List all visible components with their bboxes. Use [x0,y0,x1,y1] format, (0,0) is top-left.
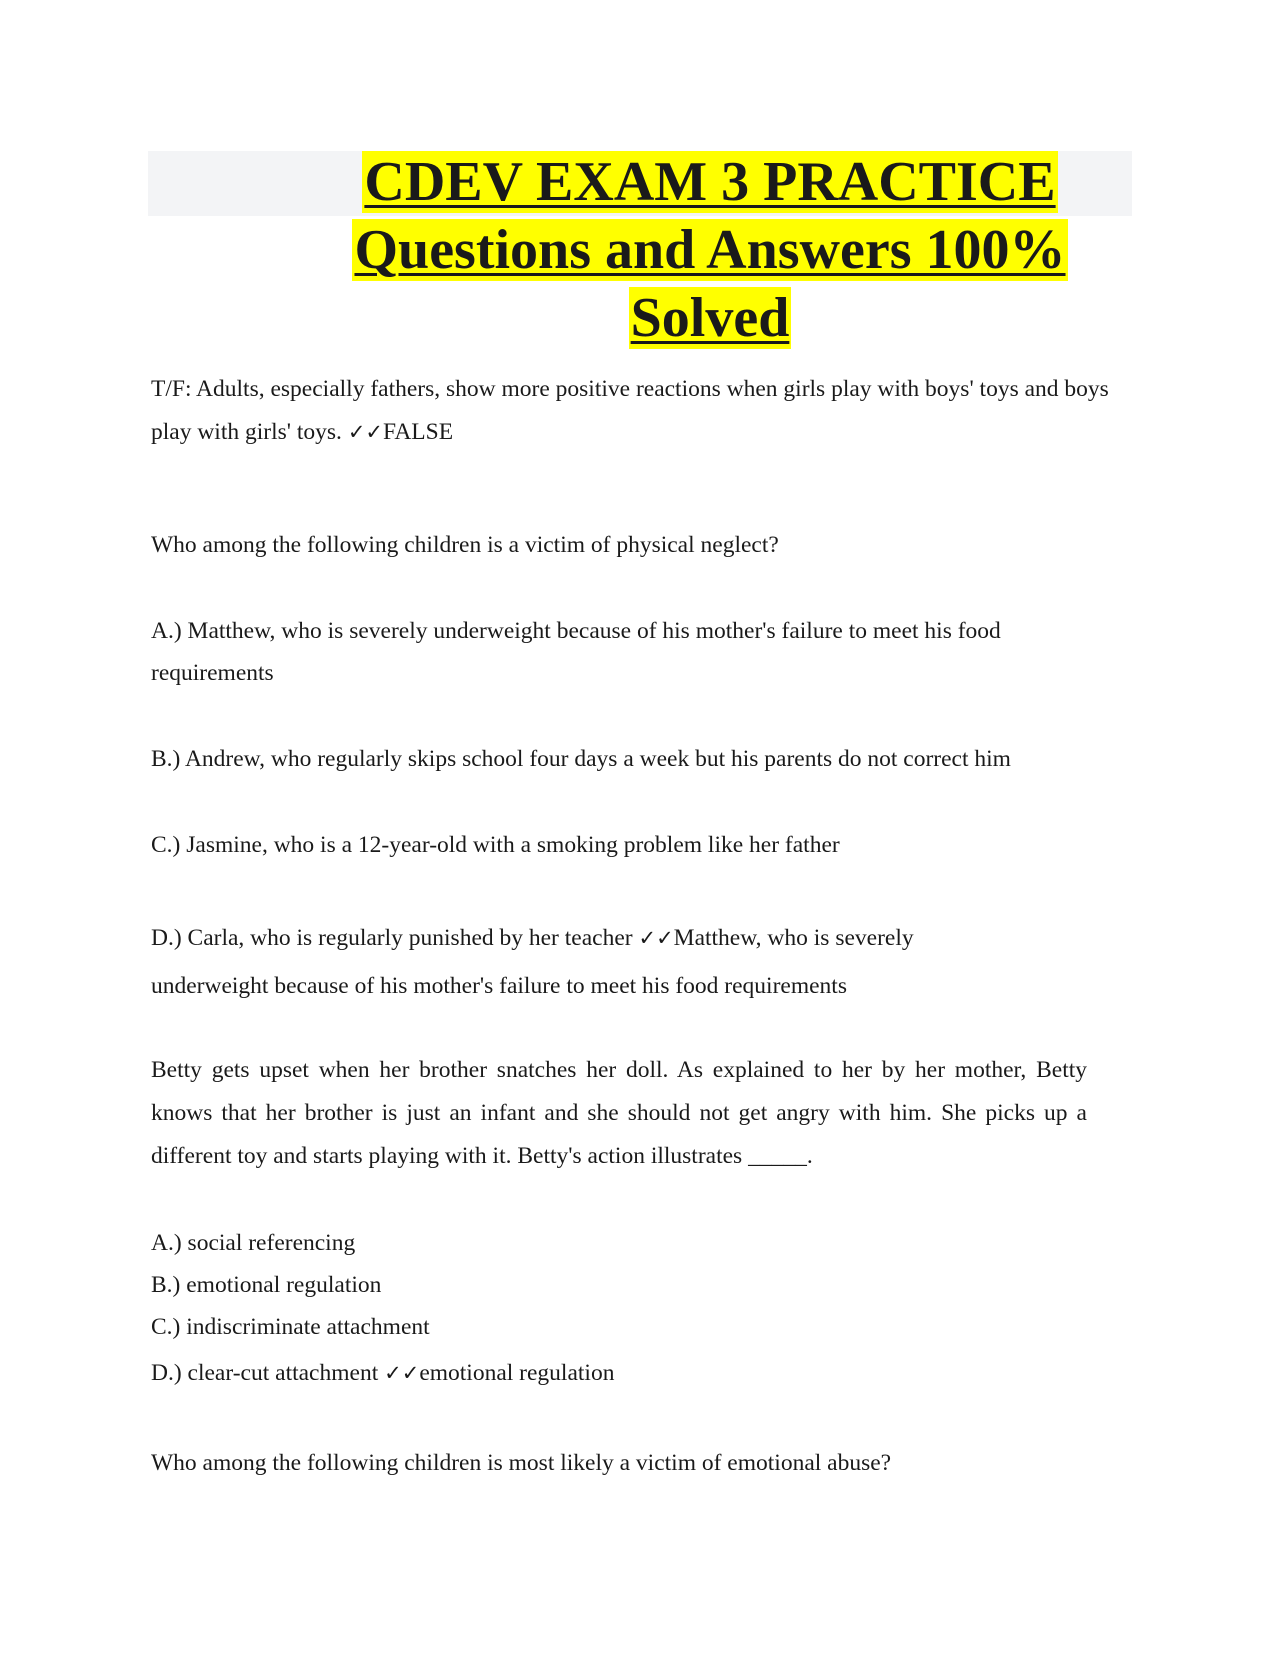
question-3-answer: emotional regulation [419,1360,615,1386]
question-3-text: Betty gets upset when her brother snatches her doll. As explained to her by her mother, Betty knows that her brother is just an infant and she should not get angry with him. She picks up a different toy and starts playing with it. Betty's action illustrates _____. [151,1057,1087,1169]
question-3-option-d [151,1352,1131,1395]
question-1 [151,368,1131,454]
question-2-option-c: C.) Jasmine, who is a 12-year-old with a smoking problem like her father [151,832,840,858]
question-3-option-b: B.) emotional regulation [151,1272,382,1298]
question-4-text: Who among the following children is most likely a victim of emotional abuse? [151,1450,892,1476]
checkmark-icon: ✓✓ [638,926,674,950]
checkmark-icon: ✓✓ [347,420,384,444]
question-2-answer: Matthew, who is severely underweight because of his mother's failure to meet his food requirements [151,925,914,999]
question-2-option-d-text: D.) Carla, who is regularly punished by her teacher [151,925,633,951]
question-3-option-d-text: D.) clear-cut attachment [151,1360,379,1386]
question-1-text: T/F: Adults, especially fathers, show more positive reactions when girls play with boys' toys and boys play with girls' toys. [151,376,1109,445]
checkmark-icon: ✓✓ [384,1361,420,1385]
question-2-option-d [151,914,991,1010]
title-line-2: Questions and Answers 100% [354,219,1066,281]
question-3-option-c: C.) indiscriminate attachment [151,1314,430,1340]
title-line-3: Solved [630,287,790,349]
question-2-option-b: B.) Andrew, who regularly skips school four days a week but his parents do not correct him [151,746,1011,772]
document-title [300,148,1120,352]
title-line-1: CDEV EXAM 3 PRACTICE [364,151,1056,213]
question-3-option-a: A.) social referencing [151,1230,356,1256]
question-1-answer: FALSE [383,419,454,445]
question-2-text: Who among the following children is a victim of physical neglect? [151,532,779,558]
question-2-option-a: A.) Matthew, who is severely underweight because of his mother's failure to meet his food requirements [151,618,1001,686]
